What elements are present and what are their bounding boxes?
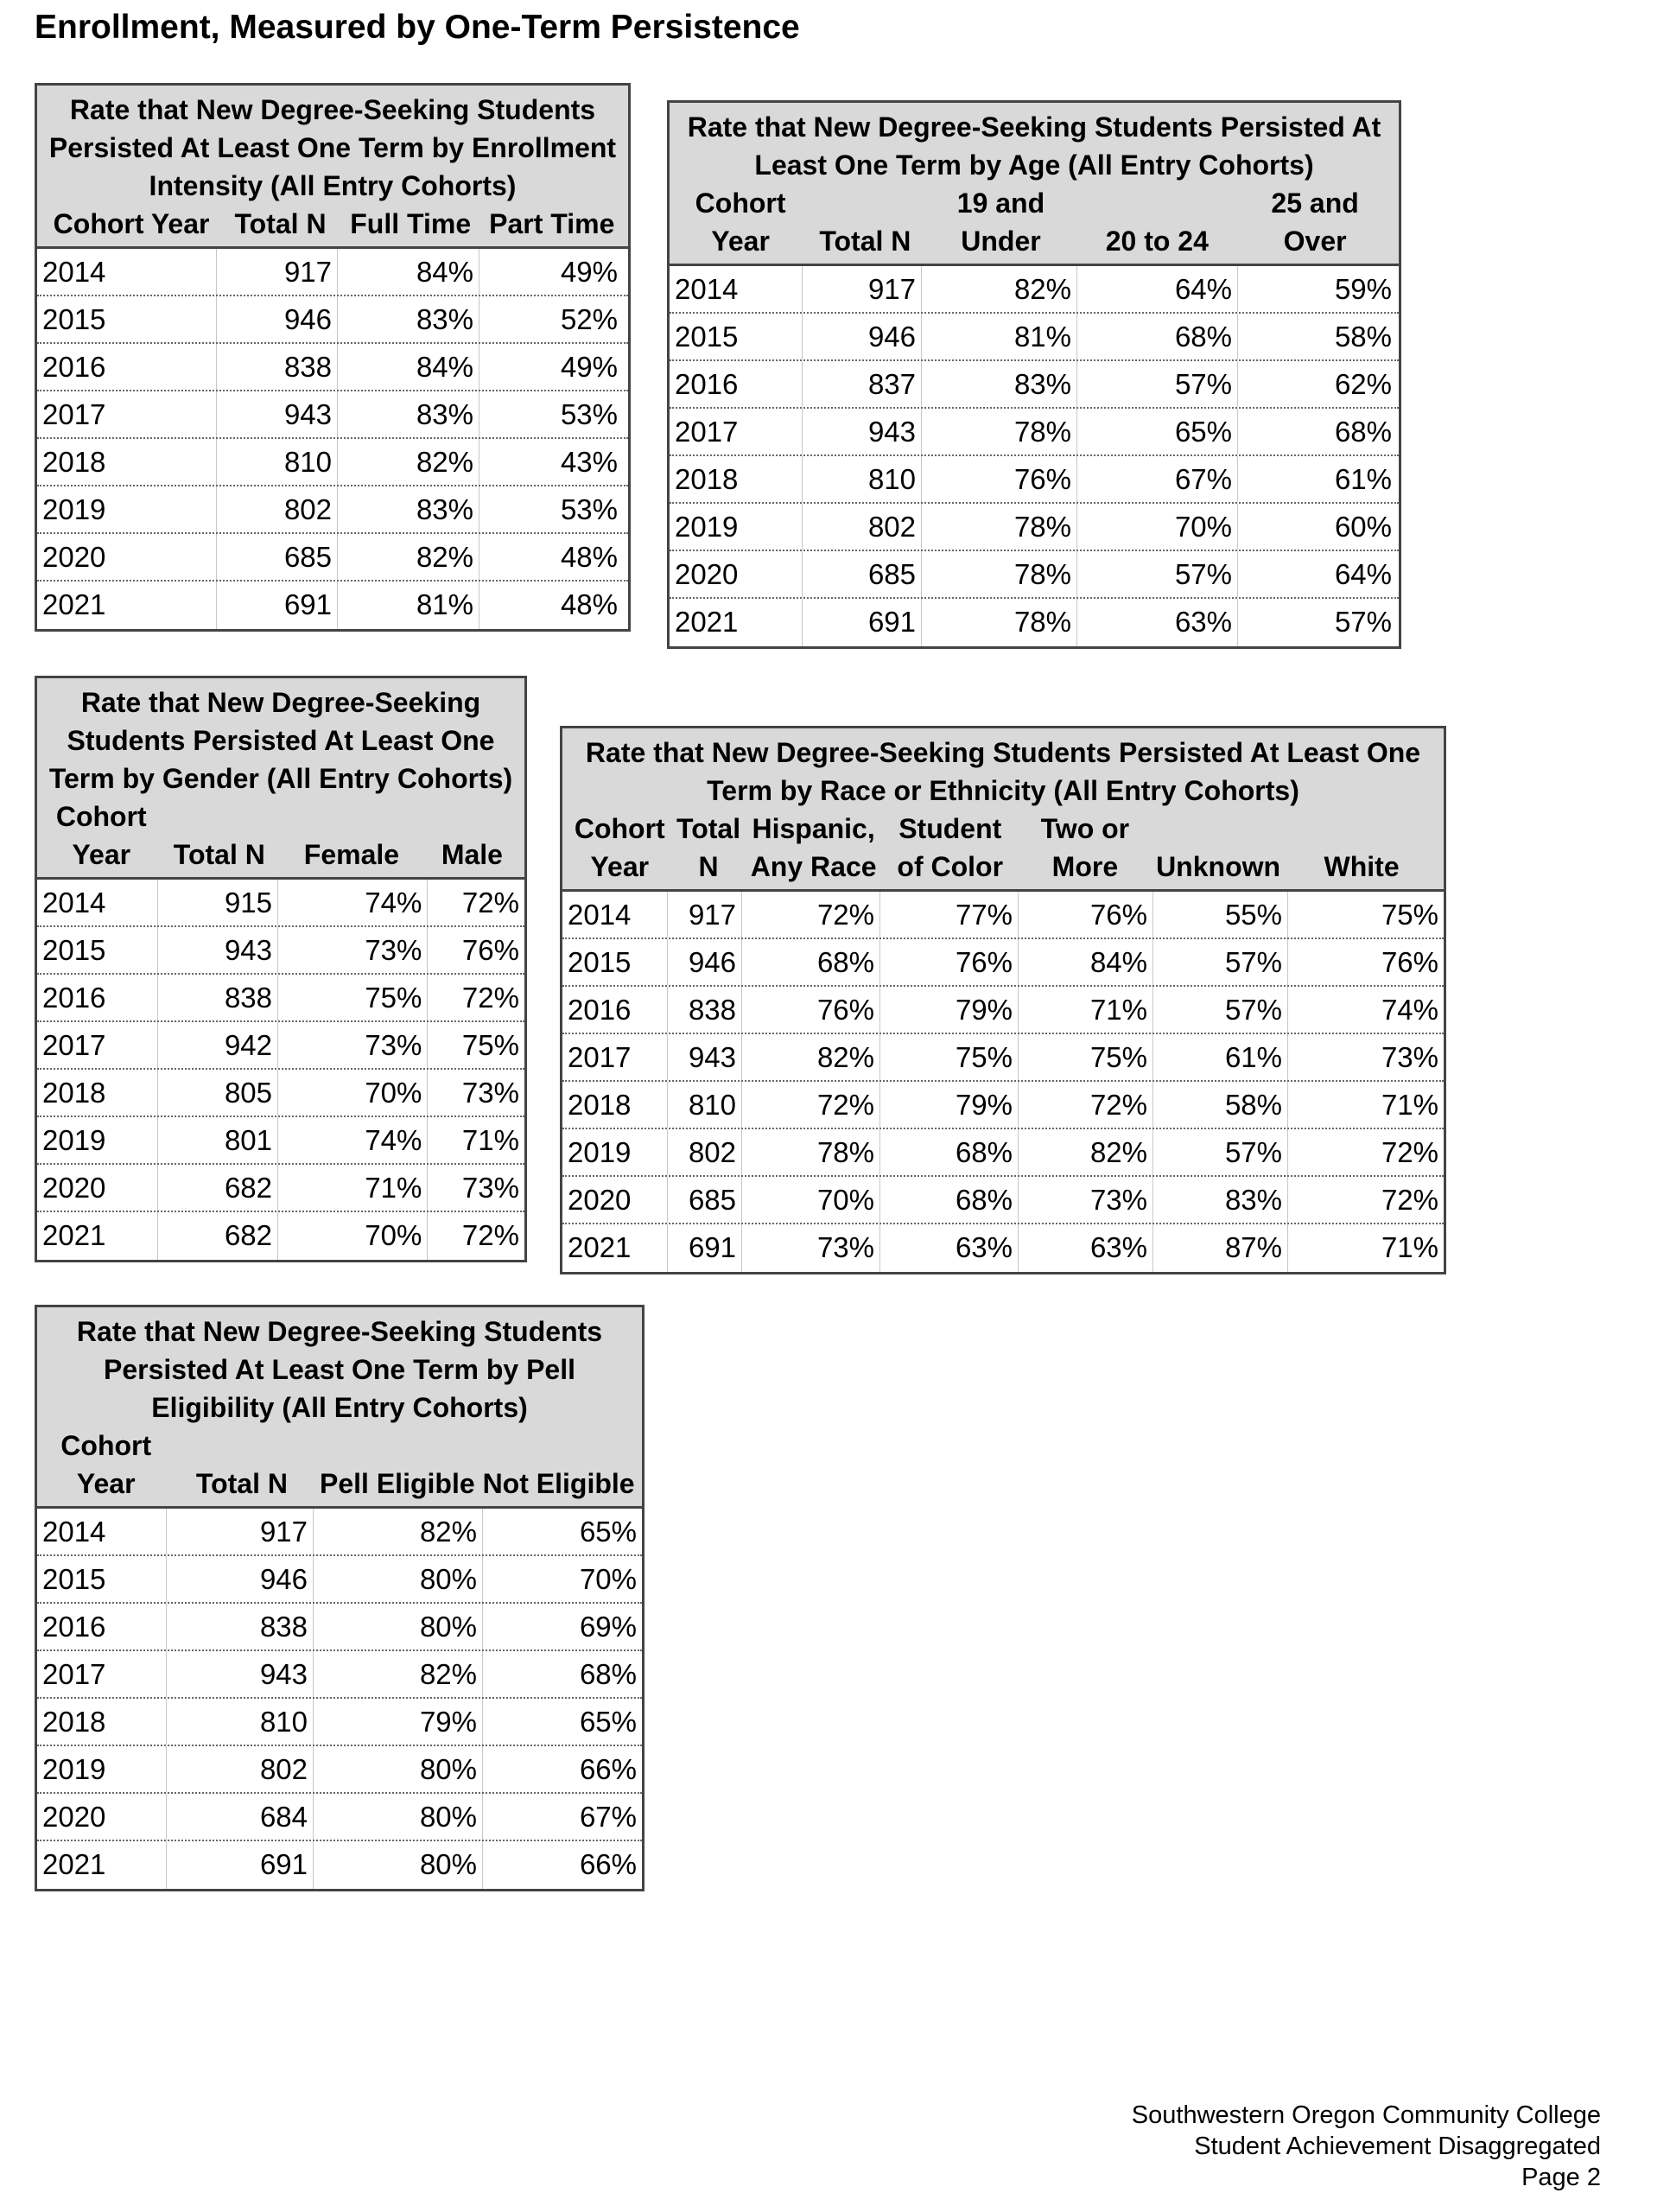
- table-cell: 71%: [1019, 987, 1153, 1033]
- table-cell: 83%: [1153, 1177, 1288, 1223]
- table-body: [670, 266, 1399, 646]
- table-title: Rate that New Degree-Seeking Students Persisted At Least One Term by Race or Ethnicity (All Entry Cohorts): [585, 737, 1421, 806]
- table-cell: 810: [803, 456, 922, 502]
- table-cell: 946: [217, 296, 338, 342]
- table-cell: 49%: [560, 256, 618, 288]
- table-cell: 70%: [579, 1563, 637, 1595]
- table-cell: 838: [167, 1604, 314, 1649]
- table-cell: 74%: [278, 1117, 428, 1163]
- cohort-year-cell: 2014: [670, 266, 803, 312]
- column-header: Two or More: [1040, 813, 1130, 882]
- table-cell: 77%: [880, 892, 1019, 938]
- table-cell: 72%: [1381, 1184, 1438, 1216]
- table-row: [562, 939, 1444, 987]
- table-row: [37, 1794, 642, 1841]
- column-header: Full Time: [350, 208, 472, 239]
- table-cell: 810: [167, 1699, 314, 1745]
- table-cell: 84%: [338, 344, 479, 390]
- cohort-year-cell: 2015: [37, 927, 158, 973]
- cohort-year-cell: 2014: [37, 1509, 167, 1554]
- cohort-year-cell: 2018: [37, 439, 217, 485]
- table-cell: 946: [668, 939, 742, 985]
- table-cell: 837: [803, 361, 922, 407]
- table-cell: 71%: [461, 1124, 519, 1156]
- table-title: Rate that New Degree-Seeking Students Persisted At Least One Term by Pell Eligibility (All Entry Cohorts): [76, 1316, 603, 1423]
- cohort-year-cell: 2019: [37, 1117, 158, 1163]
- table-cell: 801: [158, 1117, 279, 1163]
- table-cell: 75%: [461, 1029, 519, 1061]
- table-cell: 80%: [314, 1556, 483, 1602]
- cohort-year-cell: 2021: [562, 1224, 668, 1272]
- table-header: [670, 103, 1399, 266]
- table-cell: 57%: [1153, 939, 1288, 985]
- table-body: [562, 892, 1444, 1272]
- table-cell: 84%: [1019, 939, 1153, 985]
- column-header: Unknown: [1156, 851, 1281, 882]
- table-cell: 71%: [1381, 1231, 1438, 1263]
- table-cell: 48%: [560, 541, 618, 573]
- table-cell: 71%: [278, 1165, 428, 1211]
- cohort-year-cell: 2021: [37, 1841, 167, 1889]
- table-cell: 57%: [1077, 361, 1238, 407]
- table-cell: 73%: [1381, 1041, 1438, 1073]
- table-cell: 70%: [278, 1070, 428, 1116]
- cohort-year-cell: 2019: [562, 1129, 668, 1175]
- table-cell: 802: [217, 486, 338, 532]
- column-header: Cohort Year: [60, 1430, 152, 1499]
- column-header: Hispanic, Any Race: [750, 813, 877, 882]
- table-cell: 63%: [1077, 599, 1238, 646]
- table-cell: 82%: [338, 534, 479, 580]
- table-cell: 68%: [742, 939, 880, 985]
- table-cell: 65%: [1077, 409, 1238, 454]
- table-cell: 59%: [1334, 273, 1392, 305]
- table-row: [670, 409, 1399, 456]
- table-cell: 78%: [922, 504, 1077, 550]
- column-headers: [675, 184, 1394, 260]
- table-cell: 73%: [278, 927, 428, 973]
- table-cell: 691: [167, 1841, 314, 1889]
- table-cell: 685: [668, 1177, 742, 1223]
- table-cell: 73%: [1019, 1177, 1153, 1223]
- table-cell: 80%: [314, 1746, 483, 1792]
- footer-institution: Southwestern Oregon Community College: [1131, 2101, 1601, 2129]
- table-header: [562, 728, 1444, 892]
- cohort-year-cell: 2021: [37, 582, 217, 629]
- cohort-year-cell: 2018: [562, 1082, 668, 1128]
- table-row: [37, 927, 524, 975]
- table-cell: 73%: [278, 1022, 428, 1068]
- cohort-year-cell: 2018: [37, 1070, 158, 1116]
- table-row: [37, 1841, 642, 1889]
- cohort-year-cell: 2020: [670, 551, 803, 597]
- table-row: [562, 1082, 1444, 1129]
- table-cell: 691: [803, 599, 922, 646]
- table-cell: 53%: [560, 398, 618, 430]
- table-cell: 57%: [1153, 1129, 1288, 1175]
- cohort-year-cell: 2020: [562, 1177, 668, 1223]
- table-cell: 60%: [1334, 511, 1392, 543]
- cohort-year-cell: 2018: [37, 1699, 167, 1745]
- table-cell: 83%: [338, 486, 479, 532]
- enrollment-intensity-table: [35, 83, 631, 632]
- table-cell: 942: [158, 1022, 279, 1068]
- table-row: [37, 439, 628, 486]
- table-row: [562, 892, 1444, 939]
- table-cell: 68%: [1334, 416, 1392, 448]
- cohort-year-cell: 2020: [37, 1165, 158, 1211]
- column-header: 19 and Under: [956, 188, 1045, 257]
- table-cell: 68%: [880, 1129, 1019, 1175]
- table-cell: 87%: [1153, 1224, 1288, 1272]
- table-cell: 68%: [880, 1177, 1019, 1223]
- table-cell: 802: [167, 1746, 314, 1792]
- cohort-year-cell: 2015: [670, 314, 803, 359]
- cohort-year-cell: 2020: [37, 1794, 167, 1840]
- cohort-year-cell: 2021: [37, 1212, 158, 1260]
- table-cell: 82%: [314, 1509, 483, 1554]
- table-cell: 943: [217, 391, 338, 437]
- table-cell: 75%: [1381, 899, 1438, 931]
- table-cell: 80%: [314, 1604, 483, 1649]
- table-cell: 810: [217, 439, 338, 485]
- table-cell: 82%: [922, 266, 1077, 312]
- table-cell: 83%: [922, 361, 1077, 407]
- age-table: [667, 100, 1401, 649]
- cohort-year-cell: 2017: [37, 391, 217, 437]
- table-cell: 76%: [742, 987, 880, 1033]
- table-body: [37, 249, 628, 629]
- table-cell: 75%: [1019, 1034, 1153, 1080]
- table-body: [37, 1509, 642, 1889]
- table-row: [37, 1746, 642, 1794]
- table-cell: 57%: [1334, 606, 1392, 638]
- cohort-year-cell: 2019: [670, 504, 803, 550]
- gender-table: [35, 676, 527, 1262]
- table-cell: 943: [668, 1034, 742, 1080]
- table-cell: 58%: [1334, 321, 1392, 353]
- table-cell: 53%: [560, 493, 618, 525]
- table-cell: 72%: [461, 1219, 519, 1251]
- table-cell: 82%: [742, 1034, 880, 1080]
- table-cell: 691: [668, 1224, 742, 1272]
- table-cell: 915: [158, 880, 279, 925]
- table-cell: 946: [167, 1556, 314, 1602]
- footer-report-name: Student Achievement Disaggregated: [1194, 2133, 1601, 2160]
- cohort-year-cell: 2016: [562, 987, 668, 1033]
- cohort-year-cell: 2019: [37, 486, 217, 532]
- column-headers: [42, 798, 519, 874]
- table-row: [670, 599, 1399, 646]
- table-cell: 64%: [1077, 266, 1238, 312]
- table-cell: 917: [668, 892, 742, 938]
- table-cell: 70%: [278, 1212, 428, 1260]
- table-cell: 72%: [1019, 1082, 1153, 1128]
- table-cell: 79%: [880, 1082, 1019, 1128]
- table-cell: 72%: [742, 892, 880, 938]
- table-row: [37, 1070, 524, 1117]
- table-cell: 70%: [742, 1177, 880, 1223]
- cohort-year-cell: 2016: [37, 344, 217, 390]
- cohort-year-cell: 2017: [670, 409, 803, 454]
- table-row: [670, 314, 1399, 361]
- table-cell: 65%: [579, 1706, 637, 1738]
- table-cell: 68%: [1077, 314, 1238, 359]
- column-headers: [42, 205, 623, 243]
- table-row: [37, 249, 628, 296]
- table-row: [37, 344, 628, 391]
- table-row: [37, 296, 628, 344]
- table-cell: 76%: [1381, 946, 1438, 978]
- table-cell: 63%: [880, 1224, 1019, 1272]
- cohort-year-cell: 2014: [37, 249, 217, 295]
- table-row: [670, 551, 1399, 599]
- table-row: [37, 534, 628, 582]
- table-row: [562, 1177, 1444, 1224]
- column-header: Cohort Year: [695, 188, 786, 257]
- table-row: [37, 1604, 642, 1651]
- table-cell: 48%: [560, 588, 618, 620]
- table-cell: 838: [668, 987, 742, 1033]
- pell-eligibility-table: [35, 1305, 645, 1891]
- cohort-year-cell: 2014: [37, 880, 158, 925]
- column-header: Pell Eligible: [320, 1468, 475, 1499]
- cohort-year-cell: 2017: [562, 1034, 668, 1080]
- table-cell: 75%: [880, 1034, 1019, 1080]
- table-cell: 71%: [1381, 1089, 1438, 1121]
- column-header: Not Eligible: [482, 1468, 635, 1499]
- column-header: Total N: [195, 1468, 288, 1499]
- footer-page-number: Page 2: [1521, 2164, 1601, 2191]
- column-header: Student of Color: [897, 813, 1004, 882]
- table-cell: 65%: [579, 1516, 637, 1548]
- table-row: [37, 1022, 524, 1070]
- table-row: [670, 456, 1399, 504]
- table-row: [37, 975, 524, 1022]
- table-cell: 78%: [922, 409, 1077, 454]
- table-row: [37, 1509, 642, 1556]
- cohort-year-cell: 2019: [37, 1746, 167, 1792]
- table-header: [37, 86, 628, 249]
- table-cell: 76%: [1019, 892, 1153, 938]
- table-cell: 917: [803, 266, 922, 312]
- table-cell: 67%: [1077, 456, 1238, 502]
- table-cell: 78%: [742, 1129, 880, 1175]
- cohort-year-cell: 2020: [37, 534, 217, 580]
- table-cell: 76%: [922, 456, 1077, 502]
- table-cell: 70%: [1077, 504, 1238, 550]
- column-header: White: [1324, 851, 1400, 882]
- table-cell: 72%: [461, 982, 519, 1014]
- table-row: [562, 1129, 1444, 1177]
- table-cell: 76%: [461, 934, 519, 966]
- column-headers: [42, 1427, 637, 1503]
- table-cell: 946: [803, 314, 922, 359]
- table-cell: 76%: [880, 939, 1019, 985]
- table-cell: 49%: [560, 351, 618, 383]
- table-cell: 52%: [560, 303, 618, 335]
- table-cell: 943: [167, 1651, 314, 1697]
- cohort-year-cell: 2016: [37, 975, 158, 1020]
- table-title: Rate that New Degree-Seeking Students Persisted At Least One Term by Age (All Entry Cohorts): [687, 111, 1381, 181]
- table-cell: 682: [158, 1165, 279, 1211]
- cohort-year-cell: 2015: [562, 939, 668, 985]
- table-cell: 78%: [922, 599, 1077, 646]
- table-cell: 73%: [742, 1224, 880, 1272]
- race-ethnicity-table: [560, 726, 1446, 1274]
- table-row: [670, 266, 1399, 314]
- table-cell: 75%: [278, 975, 428, 1020]
- table-row: [37, 1556, 642, 1604]
- table-cell: 81%: [338, 582, 479, 629]
- table-cell: 72%: [1381, 1136, 1438, 1168]
- cohort-year-cell: 2015: [37, 296, 217, 342]
- table-cell: 943: [158, 927, 279, 973]
- column-header: 20 to 24: [1105, 226, 1209, 257]
- table-cell: 61%: [1334, 463, 1392, 495]
- cohort-year-cell: 2017: [37, 1022, 158, 1068]
- column-header: Total N: [173, 839, 265, 870]
- table-cell: 57%: [1077, 551, 1238, 597]
- table-cell: 79%: [880, 987, 1019, 1033]
- table-row: [37, 1651, 642, 1699]
- cohort-year-cell: 2018: [670, 456, 803, 502]
- table-row: [562, 1034, 1444, 1082]
- table-body: [37, 880, 524, 1260]
- table-header: [37, 678, 524, 880]
- column-header: Cohort Year: [574, 813, 665, 882]
- table-row: [562, 1224, 1444, 1272]
- cohort-year-cell: 2015: [37, 1556, 167, 1602]
- table-cell: 57%: [1153, 987, 1288, 1033]
- table-cell: 66%: [579, 1848, 637, 1880]
- table-row: [670, 361, 1399, 409]
- table-cell: 79%: [314, 1699, 483, 1745]
- column-headers: [568, 810, 1438, 886]
- table-cell: 943: [803, 409, 922, 454]
- table-cell: 802: [803, 504, 922, 550]
- page-title: Enrollment, Measured by One-Term Persistence: [35, 9, 800, 46]
- table-cell: 62%: [1334, 368, 1392, 400]
- table-cell: 685: [803, 551, 922, 597]
- cohort-year-cell: 2016: [37, 1604, 167, 1649]
- table-row: [37, 391, 628, 439]
- table-row: [37, 1117, 524, 1165]
- page-footer: [1132, 2100, 1601, 2193]
- table-cell: 78%: [922, 551, 1077, 597]
- table-cell: 917: [217, 249, 338, 295]
- table-cell: 682: [158, 1212, 279, 1260]
- table-cell: 691: [217, 582, 338, 629]
- table-row: [37, 486, 628, 534]
- cohort-year-cell: 2016: [670, 361, 803, 407]
- table-cell: 80%: [314, 1841, 483, 1889]
- table-row: [37, 1699, 642, 1746]
- table-cell: 72%: [461, 887, 519, 918]
- table-cell: 80%: [314, 1794, 483, 1840]
- table-cell: 82%: [1019, 1129, 1153, 1175]
- table-cell: 72%: [742, 1082, 880, 1128]
- table-cell: 69%: [579, 1611, 637, 1643]
- table-cell: 810: [668, 1082, 742, 1128]
- table-row: [37, 1165, 524, 1212]
- table-row: [37, 582, 628, 629]
- table-cell: 802: [668, 1129, 742, 1175]
- column-header: 25 and Over: [1271, 188, 1359, 257]
- column-header: Cohort Year: [53, 208, 210, 239]
- table-cell: 64%: [1334, 558, 1392, 590]
- table-cell: 81%: [922, 314, 1077, 359]
- table-cell: 66%: [579, 1753, 637, 1785]
- column-header: Cohort Year: [55, 801, 147, 870]
- table-cell: 73%: [461, 1172, 519, 1204]
- table-cell: 82%: [338, 439, 479, 485]
- table-cell: 684: [167, 1794, 314, 1840]
- table-cell: 61%: [1153, 1034, 1288, 1080]
- table-cell: 917: [167, 1509, 314, 1554]
- table-cell: 74%: [1381, 994, 1438, 1026]
- table-cell: 58%: [1153, 1082, 1288, 1128]
- column-header: Total N: [234, 208, 327, 239]
- table-row: [37, 1212, 524, 1260]
- table-title: Rate that New Degree-Seeking Students Persisted At Least One Term by Enrollment Intensity (All Entry Cohorts): [48, 94, 617, 201]
- column-header: Male: [441, 839, 503, 870]
- table-cell: 838: [217, 344, 338, 390]
- table-row: [562, 987, 1444, 1034]
- table-cell: 67%: [579, 1801, 637, 1833]
- table-cell: 83%: [338, 296, 479, 342]
- table-row: [37, 880, 524, 927]
- column-header: Total N: [676, 813, 741, 882]
- table-cell: 63%: [1019, 1224, 1153, 1272]
- table-cell: 84%: [338, 249, 479, 295]
- table-cell: 55%: [1153, 892, 1288, 938]
- table-cell: 805: [158, 1070, 279, 1116]
- cohort-year-cell: 2017: [37, 1651, 167, 1697]
- table-header: [37, 1307, 642, 1509]
- table-title: Rate that New Degree-Seeking Students Persisted At Least One Term by Gender (All Entry Cohorts): [48, 687, 513, 794]
- table-cell: 838: [158, 975, 279, 1020]
- table-row: [670, 504, 1399, 551]
- column-header: Female: [303, 839, 400, 870]
- table-cell: 68%: [579, 1658, 637, 1690]
- cohort-year-cell: 2021: [670, 599, 803, 646]
- cohort-year-cell: 2014: [562, 892, 668, 938]
- table-cell: 82%: [314, 1651, 483, 1697]
- column-header: Total N: [819, 226, 911, 257]
- table-cell: 83%: [338, 391, 479, 437]
- column-header: Part Time: [489, 208, 615, 239]
- table-cell: 74%: [278, 880, 428, 925]
- table-cell: 73%: [461, 1077, 519, 1109]
- table-cell: 685: [217, 534, 338, 580]
- table-cell: 43%: [560, 446, 618, 478]
